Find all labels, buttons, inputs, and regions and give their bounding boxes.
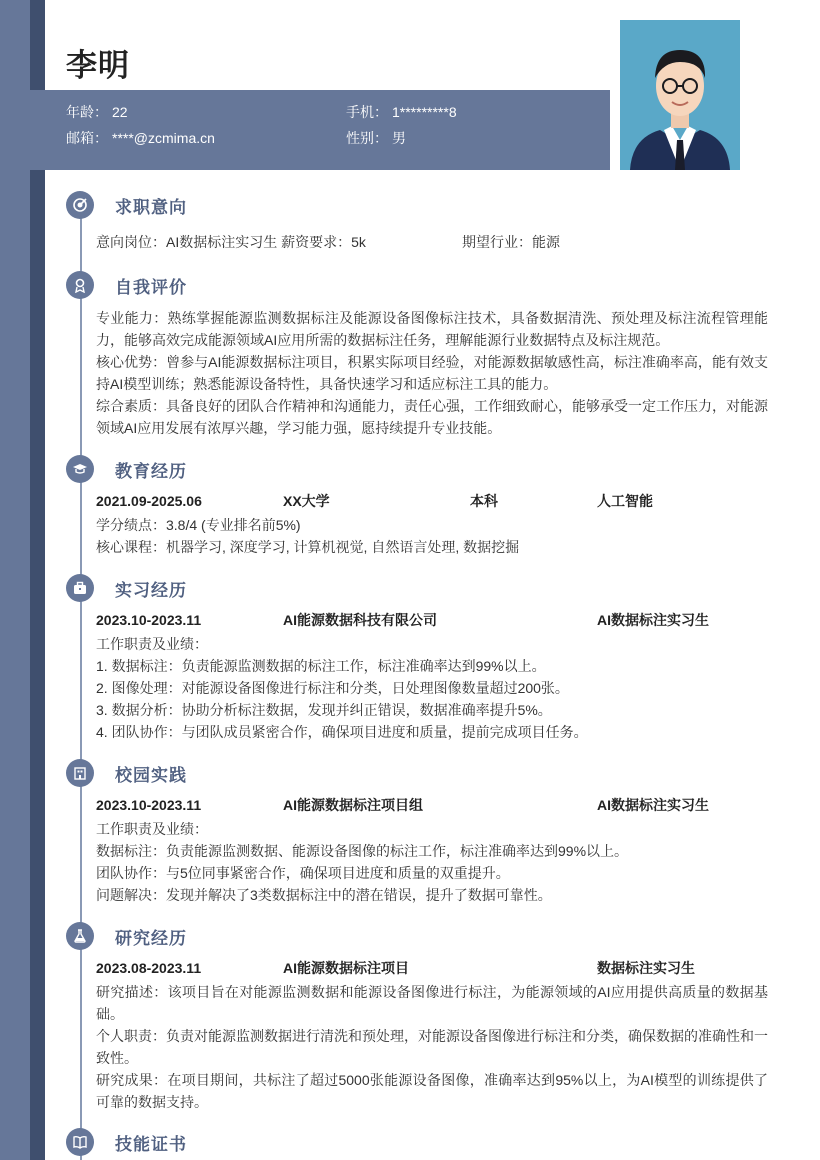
timeline-line <box>80 205 82 1160</box>
internship-row <box>96 609 776 631</box>
internship-detail: 3. 数据分析：协助分析标注数据，发现并纠正错误，数据准确率提升5%。 <box>96 702 552 718</box>
section-title: 校园实践 <box>115 765 187 785</box>
campus-detail: 数据标注：负责能源监测数据、能源设备图像的标注工作，标注准确率达到99%以上。 <box>96 843 629 859</box>
phone-label: 手机： <box>346 104 388 120</box>
research-paragraph: 研究描述：该项目旨在对能源监测数据和能源设备图像进行标注，为能源领域的AI应用提供高质量的数据基础。 <box>96 984 768 1022</box>
campus-date: 2023.10-2023.11 <box>96 797 202 813</box>
phone-info <box>346 102 457 122</box>
intent-position: 意向岗位：AI数据标注实习生 薪资要求：5k <box>96 234 366 250</box>
campus-role: AI数据标注实习生 <box>597 797 709 813</box>
flask-icon <box>66 922 94 950</box>
section-title: 求职意向 <box>115 197 187 217</box>
age-value: 22 <box>112 104 128 120</box>
self-eval-paragraph: 综合素质：具备良好的团队合作精神和沟通能力，责任心强，工作细致耐心，能够承受一定工作压力，对能源领域AI应用发展有浓厚兴趣，学习能力强，愿持续提升专业技能。 <box>96 398 768 436</box>
internship-company: AI能源数据科技有限公司 <box>283 612 437 628</box>
briefcase-icon <box>66 574 94 602</box>
self-eval-paragraph: 核心优势：曾参与AI能源数据标注项目，积累实际项目经验，对能源数据敏感性高，标注准确率高，能有效支持AI模型训练；熟悉能源设备特性，具备快速学习和适应标注工具的能力。 <box>96 354 768 392</box>
section-skills <box>66 1127 187 1157</box>
education-row <box>96 490 776 512</box>
internship-role: AI数据标注实习生 <box>597 612 709 628</box>
intent-industry: 期望行业：能源 <box>462 234 560 250</box>
section-title: 自我评价 <box>115 277 187 297</box>
research-project: AI能源数据标注项目 <box>283 960 409 976</box>
email-value: ****@zcmima.cn <box>112 130 215 146</box>
phone-value: 1*********8 <box>392 104 457 120</box>
profile-photo <box>620 20 740 170</box>
user-badge-icon <box>66 271 94 299</box>
campus-org: AI能源数据标注项目组 <box>283 797 423 813</box>
section-campus <box>66 758 187 788</box>
campus-row <box>96 794 776 816</box>
education-detail: 核心课程：机器学习, 深度学习, 计算机视觉, 自然语言处理, 数据挖掘 <box>96 539 520 555</box>
internship-detail: 2. 图像处理：对能源设备图像进行标注和分类，日处理图像数量超过200张。 <box>96 680 569 696</box>
section-intent <box>66 190 187 220</box>
education-school: XX大学 <box>283 493 330 509</box>
research-paragraph: 研究成果：在项目期间，共标注了超过5000张能源设备图像，准确率达到95%以上，为AI模型的训练提供了可靠的数据支持。 <box>96 1072 768 1110</box>
building-icon <box>66 759 94 787</box>
self-eval-paragraph: 专业能力：熟练掌握能源监测数据标注及能源设备图像标注技术，具备数据清洗、预处理及标注流程管理能力，能够高效完成能源领域AI应用所需的数据标注任务，理解能源行业数据特点及标注规范。 <box>96 310 768 348</box>
section-education <box>66 454 187 484</box>
info-band <box>30 90 610 170</box>
gender-info <box>346 128 406 148</box>
education-major: 人工智能 <box>597 493 653 509</box>
email-label: 邮箱： <box>66 130 108 146</box>
research-paragraph: 个人职责：负责对能源监测数据进行清洗和预处理，对能源设备图像进行标注和分类，确保数据的准确性和一致性。 <box>96 1028 768 1066</box>
candidate-name: 李明 <box>66 48 130 83</box>
side-strip <box>0 0 30 1160</box>
education-detail: 学分绩点：3.8/4 (专业排名前5%) <box>96 517 301 533</box>
target-icon <box>66 191 94 219</box>
graduation-cap-icon <box>66 455 94 483</box>
age-info <box>66 102 128 122</box>
section-title: 实习经历 <box>115 580 187 600</box>
age-label: 年龄： <box>66 104 108 120</box>
campus-detail: 团队协作：与5位同事紧密合作，确保项目进度和质量的双重提升。 <box>96 865 510 881</box>
book-icon <box>66 1128 94 1156</box>
section-title: 研究经历 <box>115 928 187 948</box>
research-row <box>96 957 776 979</box>
research-role: 数据标注实习生 <box>597 960 695 976</box>
education-degree: 本科 <box>470 493 498 509</box>
internship-date: 2023.10-2023.11 <box>96 612 202 628</box>
gender-label: 性别： <box>346 130 388 146</box>
email-info <box>66 128 215 148</box>
education-date: 2021.09-2025.06 <box>96 493 202 509</box>
gender-value: 男 <box>392 130 406 146</box>
section-title: 教育经历 <box>115 461 187 481</box>
internship-detail: 4. 团队协作：与团队成员紧密合作，确保项目进度和质量，提前完成项目任务。 <box>96 724 588 740</box>
research-date: 2023.08-2023.11 <box>96 960 202 976</box>
section-title: 技能证书 <box>115 1134 187 1154</box>
portrait-illustration <box>620 20 740 170</box>
campus-detail: 工作职责及业绩： <box>96 821 208 837</box>
internship-detail: 1. 数据标注：负责能源监测数据的标注工作，标注准确率达到99%以上。 <box>96 658 546 674</box>
internship-detail: 工作职责及业绩： <box>96 636 208 652</box>
campus-detail: 问题解决：发现并解决了3类数据标注中的潜在错误，提升了数据可靠性。 <box>96 887 552 903</box>
section-research <box>66 921 187 951</box>
section-internship <box>66 573 187 603</box>
side-strip-inner <box>30 0 45 1160</box>
section-self-eval <box>66 270 187 300</box>
